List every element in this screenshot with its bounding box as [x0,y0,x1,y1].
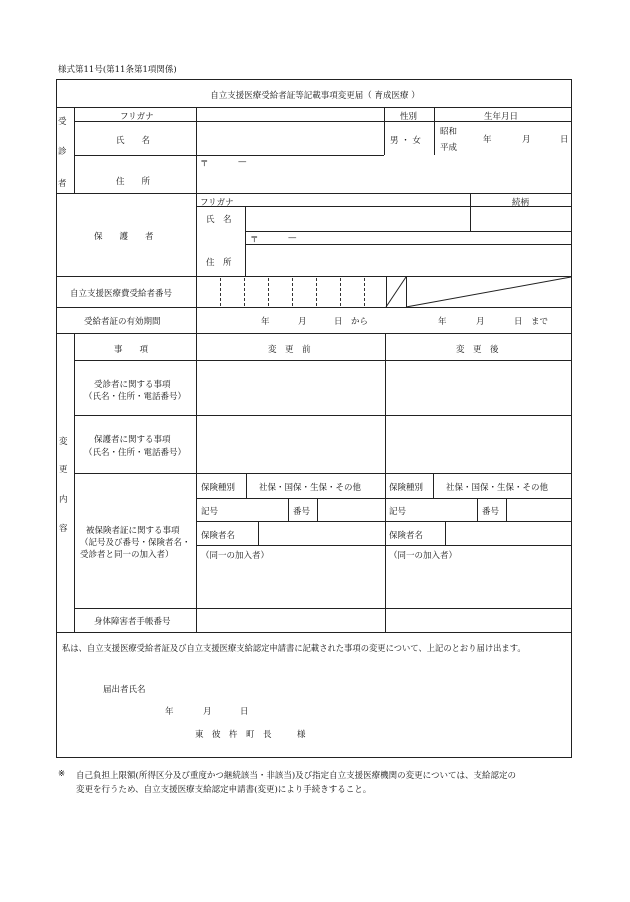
birth-day-label: 日 [560,135,569,145]
declaration-year: 年 [165,707,174,717]
after-symbol-label: 記号 [389,507,407,517]
declaration-month: 月 [203,707,212,717]
before-insurer-label: 保険者名 [201,531,236,541]
note-line-1: 自己負担上限額(所得区分及び重度かつ継続該当・非該当)及び指定自立支援医療機関の変更については、支給認定の [76,771,516,781]
guardian-address-label: 住 所 [206,258,232,268]
changes-side-char-4: 容 [59,524,68,534]
after-insurance-type-label: 保険種別 [389,483,424,493]
after-number-label: 番号 [482,507,500,517]
row-guardian-line2: （氏名・住所・電話番号） [84,448,187,458]
row-patient-line2: （氏名・住所・電話番号） [84,392,187,402]
gender-value: 男 ・ 女 [390,136,421,146]
form-number: 様式第11号(第11条第1項関係) [58,65,177,75]
patient-postal-dash: — [238,157,247,167]
validity-from-year: 年 [261,317,270,327]
birthdate-header: 生年月日 [484,112,519,122]
validity-from-day: 日 から [334,317,369,327]
before-same-member-label: （同一の加入者） [201,551,270,561]
guardian-postal-dash: — [288,233,297,243]
patient-side-char-2: 診 [58,147,67,157]
row-insurance-line3: 受診者と同一の加入者） [80,550,174,560]
patient-name-label: 氏 名 [116,136,151,146]
before-insurance-type-options: 社保・国保・生保・その他 [259,483,362,493]
addressee: 東 彼 杵 町 長 様 [195,730,306,740]
disability-book-label: 身体障害者手帳番号 [94,617,171,627]
row-guardian-line1: 保護者に関する事項 [94,435,171,445]
validity-to-month: 月 [476,317,485,327]
before-insurance-type-label: 保険種別 [201,483,236,493]
changes-side-char-2: 更 [59,465,68,475]
patient-side-char-3: 者 [58,179,67,189]
guardian-label: 保 護 者 [94,232,154,242]
validity-to-day: 日 まで [514,317,549,327]
row-insurance-line2: （記号及び番号・保険者名・ [80,538,191,548]
validity-from-month: 月 [298,317,307,327]
patient-furigana-label: フリガナ [120,112,154,122]
row-insurance-line1: 被保険者証に関する事項 [86,526,180,536]
gender-header: 性別 [400,112,418,122]
changes-side-char-3: 内 [59,495,68,505]
row-patient-line1: 受診者に関する事項 [94,380,171,390]
note-line-2: 変更を行うため、自立支援医療支給認定申請書(変更)により手続きすること。 [76,785,372,795]
after-insurance-type-options: 社保・国保・生保・その他 [446,483,549,493]
validity-to-year: 年 [438,317,447,327]
birth-year-label: 年 [483,135,492,145]
era-showa: 昭和 [440,127,458,137]
patient-side-char-1: 受 [58,117,67,127]
after-insurer-label: 保険者名 [389,531,424,541]
patient-address-label: 住 所 [116,177,151,187]
col-before-header: 変 更 前 [268,345,311,355]
recipient-number-label: 自立支援医療費受給者番号 [70,289,173,299]
guardian-furigana-label: フリガナ [200,198,234,208]
before-number-label: 番号 [293,507,311,517]
before-symbol-label: 記号 [201,507,219,517]
relationship-header: 続柄 [512,198,530,208]
guardian-name-label: 氏 名 [206,215,232,225]
changes-side-char-1: 変 [59,437,68,447]
after-same-member-label: （同一の加入者） [389,551,458,561]
validity-label: 受給者証の有効期間 [84,317,161,327]
era-heisei: 平成 [440,143,458,153]
patient-postal-mark: 〒 [200,159,209,169]
guardian-postal-mark: 〒 [250,235,259,245]
declaration-day: 日 [240,707,249,717]
applicant-name-label: 届出者氏名 [103,685,146,695]
declaration-text: 私は、自立支援医療受給者証及び自立支援医療支給認定申請書に記載された事項の変更について、上記のとおり届け出ます。 [62,643,526,653]
note-mark: ※ [58,769,66,779]
col-after-header: 変 更 後 [456,345,499,355]
col-item-header: 事 項 [114,345,149,355]
birth-month-label: 月 [522,135,531,145]
form-title: 自立支援医療受給者証等記載事項変更届（ 育成医療 ） [210,91,420,101]
